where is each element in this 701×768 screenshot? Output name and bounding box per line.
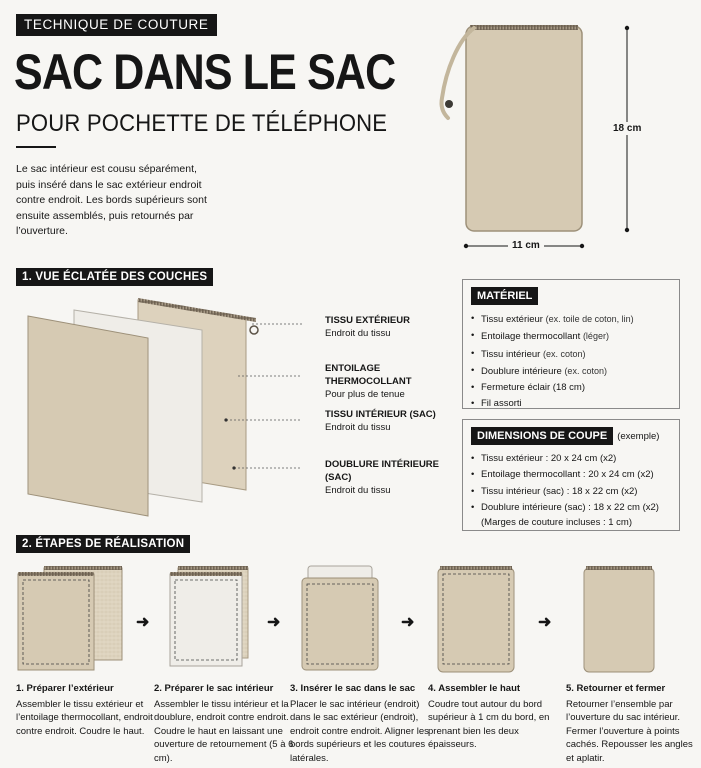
pouch-drawing: [430, 18, 670, 258]
seam-allowance-note: (Marges de couture incluses : 1 cm): [481, 517, 633, 529]
step-5-illustration: [580, 562, 660, 679]
layer-label-lining: [325, 458, 460, 497]
list-item: • Entoilage thermocollant (léger): [471, 328, 671, 345]
step-3-text: [290, 682, 432, 765]
pouch-body: [466, 26, 582, 231]
step-3-illustration: [298, 562, 388, 679]
exploded-layers-diagram: [20, 290, 460, 530]
list-item: • Tissu extérieur : 20 x 24 cm (x2): [471, 451, 671, 467]
layer-label-fusible: [325, 362, 460, 401]
layer-name: TISSU INTÉRIEUR (SAC): [325, 409, 436, 420]
step-1-illustration: [14, 562, 134, 679]
step-arrow-4: ➜: [538, 614, 552, 631]
width-dimension-label: 11 cm: [508, 240, 544, 251]
layer-outer: [28, 316, 148, 516]
intro-text: Le sac intérieur est cousu séparément, puis inséré dans le sac extérieur endroit contre endroit. Les bords supérieurs sont ensuite assemblés, puis retournés par l’ouverture.: [16, 163, 207, 237]
step-2-text: [154, 682, 296, 765]
step-title: 1. Préparer l’extérieur: [16, 683, 114, 694]
layer-name: DOUBLURE INTÉRIEURE (SAC): [325, 459, 440, 483]
layer-name: ENTOILAGE THERMOCOLLANT: [325, 363, 412, 387]
step-desc: Assembler le tissu extérieur et l’entoilage thermocollant, endroit contre endroit. Coudre le haut.: [16, 698, 153, 737]
step-desc: Coudre tout autour du bord supérieur à 1 cm du bord, en prenant bien les deux épaisseurs.: [428, 698, 550, 750]
page-subtitle: POUR POCHETTE DE TÉLÉPHONE: [16, 110, 388, 137]
hero-pouch-illustration: [430, 18, 670, 258]
list-item: • Doublure intérieure (ex. coton): [471, 363, 671, 380]
zipper-pull: [250, 326, 258, 334]
list-item: • Fil assorti: [471, 396, 671, 412]
step-5-text: [566, 682, 696, 765]
step-desc: Placer le sac intérieur (endroit) dans le sac extérieur (endroit), endroit contre endroit. Aligner les bords supérieurs et les coutures latérales.: [290, 698, 429, 764]
step-title: 2. Préparer le sac intérieur: [154, 683, 274, 694]
step-4-illustration: [434, 562, 520, 679]
dimensions-heading: DIMENSIONS DE COUPE: [471, 427, 613, 445]
dimensions-heading-note: (exemple): [617, 431, 660, 442]
step-arrow-3: ➜: [401, 614, 415, 631]
title-divider: [16, 146, 56, 148]
step-4-text: [428, 682, 570, 752]
step-title: 3. Insérer le sac dans le sac: [290, 683, 416, 694]
layer-label-outer: [325, 314, 410, 340]
section-label-exploded-view: 1. VUE ÉCLATÉE DES COUCHES: [16, 268, 213, 286]
step-1-text: [16, 682, 158, 738]
materials-heading: MATÉRIEL: [471, 287, 538, 305]
layer-desc: Pour plus de tenue: [325, 389, 405, 400]
layers-drawing: [20, 290, 320, 525]
list-item: • Tissu intérieur (sac) : 18 x 22 cm (x2): [471, 484, 671, 500]
section-label-steps: 2. ÉTAPES DE RÉALISATION: [16, 535, 190, 553]
pouch-zipper: [470, 25, 578, 30]
list-item: • Tissu extérieur (ex. toile de coton, lin): [471, 311, 671, 328]
dimensions-box: [462, 419, 680, 531]
materials-list: [471, 311, 671, 413]
step-desc: Assembler le tissu intérieur et la doublure, endroit contre endroit. Coudre le haut en laissant une ouverture de retournement (5 à 6 cm).: [154, 698, 294, 764]
kicker-label: TECHNIQUE DE COUTURE: [16, 14, 217, 36]
layer-desc: Endroit du tissu: [325, 328, 391, 339]
list-item: • Tissu intérieur (ex. coton): [471, 346, 671, 363]
list-item: • Fermeture éclair (18 cm): [471, 380, 671, 396]
layer-desc: Endroit du tissu: [325, 485, 391, 496]
cord-bead: [445, 100, 453, 108]
materials-box: [462, 279, 680, 409]
list-item: • Doublure intérieure (sac) : 18 x 22 cm (x2): [471, 500, 671, 516]
layer-label-inner: [325, 408, 436, 434]
step-desc: Retourner l’ensemble par l’ouverture du sac intérieur. Fermer l’ouverture à points cachés. Repousser les angles et aplatir.: [566, 698, 693, 764]
page-title: SAC DANS LE SAC: [14, 44, 396, 100]
list-item: • Entoilage thermocollant : 20 x 24 cm (x2): [471, 467, 671, 483]
step-arrow-1: ➜: [136, 614, 150, 631]
step-title: 4. Assembler le haut: [428, 683, 521, 694]
dimensions-list: [471, 451, 671, 516]
layer-name: TISSU EXTÉRIEUR: [325, 315, 410, 326]
layer-desc: Endroit du tissu: [325, 422, 391, 433]
height-dimension-label: 18 cm: [613, 123, 642, 134]
step-title: 5. Retourner et fermer: [566, 683, 666, 694]
step-arrow-2: ➜: [267, 614, 281, 631]
step-2-illustration: [166, 562, 266, 679]
